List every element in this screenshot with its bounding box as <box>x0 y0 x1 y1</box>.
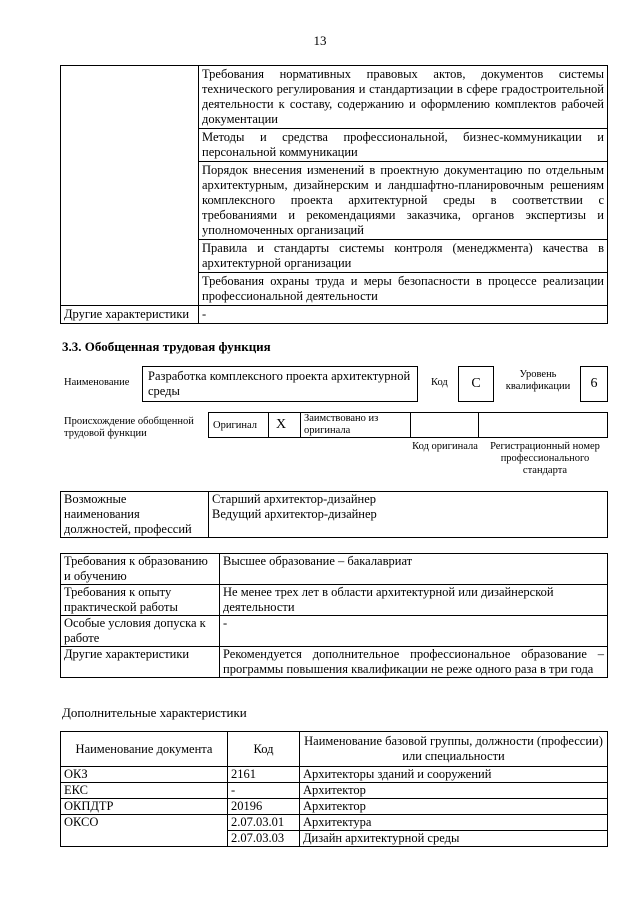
original-mark: X <box>276 417 287 432</box>
requirement-value: Высшее образование – бакалавриат <box>220 554 608 585</box>
group-cell: Архитектор <box>300 799 608 815</box>
code-label: Код <box>431 377 448 388</box>
table-row <box>61 799 608 815</box>
requirement-value: - <box>220 616 608 647</box>
code-cell: 20196 <box>228 799 300 815</box>
other-characteristics-label: Другие характеристики <box>61 306 199 324</box>
requirement-label: Другие характеристики <box>61 647 220 678</box>
group-cell: Архитекторы зданий и сооружений <box>300 767 608 783</box>
positions-values <box>209 492 608 538</box>
position-item: Ведущий архитектор-дизайнер <box>212 507 377 521</box>
code-cell: - <box>228 783 300 799</box>
origin-divider <box>268 412 269 438</box>
doc-cell: ОКПДТР <box>61 799 228 815</box>
table-row <box>61 767 608 783</box>
code-cell: 2.07.03.03 <box>228 831 300 847</box>
reg-number-caption: Регистрационный номер профессионального стандарта <box>490 441 600 476</box>
positions-table <box>60 491 608 538</box>
other-characteristics-value: - <box>199 306 608 324</box>
requirements-table <box>60 553 608 678</box>
table-row <box>61 783 608 799</box>
doc-cell: ЕКС <box>61 783 228 799</box>
group-cell: Архитектура <box>300 815 608 831</box>
positions-label: Возможные наименования должностей, профессий <box>61 492 209 538</box>
knowledge-row: Требования нормативных правовых актов, документов системы технического регулирования и стандартизации в сфере градостроительной деятельности к составу, содержанию и оформлению комплектов рабочей документации <box>199 66 608 129</box>
table-row <box>61 815 608 831</box>
origin-divider <box>410 412 411 438</box>
doc-cell: ОКЗ <box>61 767 228 783</box>
header-code: Код <box>228 732 300 767</box>
knowledge-table-continuation <box>60 65 608 324</box>
level-value-box: 6 <box>580 366 608 402</box>
requirement-label: Особые условия допуска к работе <box>61 616 220 647</box>
requirement-value: Рекомендуется дополнительное профессиональное образование – программы повышения квалификации не реже одного раза в три года <box>220 647 608 678</box>
section-heading: 3.3. Обобщенная трудовая функция <box>62 339 271 354</box>
name-label: Наименование <box>64 377 130 388</box>
origin-divider <box>300 412 301 438</box>
requirement-label: Требования к опыту практической работы <box>61 585 220 616</box>
doc-cell: ОКСО <box>61 815 228 847</box>
function-name-box: Разработка комплексного проекта архитектурной среды <box>142 366 418 402</box>
position-item: Старший архитектор-дизайнер <box>212 492 377 506</box>
empty-label-cell <box>61 66 199 306</box>
knowledge-row: Правила и стандарты системы контроля (менеджмента) качества в архитектурной организации <box>199 240 608 273</box>
page-number: 13 <box>313 33 327 48</box>
code-cell: 2161 <box>228 767 300 783</box>
additional-characteristics-table <box>60 731 608 847</box>
knowledge-row: Требования охраны труда и меры безопасности в процессе реализации профессиональной деятельности <box>199 273 608 306</box>
origin-divider <box>478 412 479 438</box>
group-cell: Архитектор <box>300 783 608 799</box>
header-group-name: Наименование базовой группы, должности (профессии) или специальности <box>300 732 608 767</box>
code-original-caption: Код оригинала <box>412 441 478 452</box>
header-doc-name: Наименование документа <box>61 732 228 767</box>
code-value-box: C <box>458 366 494 402</box>
additional-characteristics-title: Дополнительные характеристики <box>62 705 247 720</box>
code-cell: 2.07.03.01 <box>228 815 300 831</box>
origin-label: Происхождение обобщенной трудовой функции <box>64 416 194 439</box>
knowledge-row: Порядок внесения изменений в проектную документацию по отдельным архитектурным, дизайнерским и ландшафтно-планировочным решениям комплексного проекта архитектурной среды в соответствии с требованиями и рекомендациями заказчика, органов экспертизы и уполномоченных организаций <box>199 162 608 240</box>
requirement-label: Требования к образованию и обучению <box>61 554 220 585</box>
borrowed-label: Заимствовано из оригинала <box>304 413 379 436</box>
level-label: Уровень квалификации <box>505 369 571 392</box>
requirement-value: Не менее трех лет в области архитектурной или дизайнерской деятельности <box>220 585 608 616</box>
knowledge-row: Методы и средства профессиональной, бизнес-коммуникации и персональной коммуникации <box>199 129 608 162</box>
group-cell: Дизайн архитектурной среды <box>300 831 608 847</box>
original-label: Оригинал <box>213 420 257 431</box>
